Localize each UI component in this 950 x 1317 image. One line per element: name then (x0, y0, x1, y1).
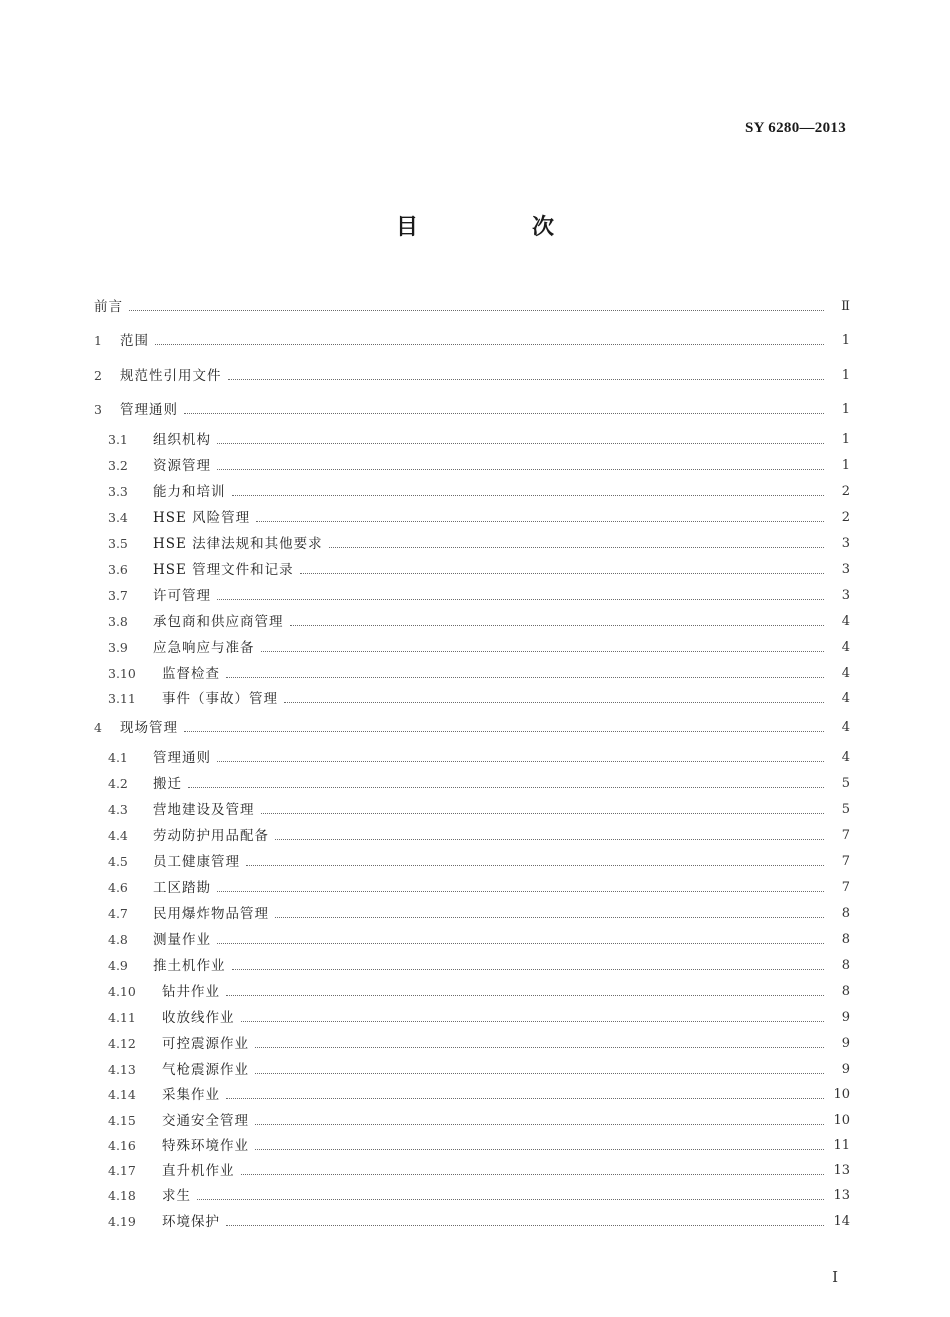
toc-entry-page: 8 (841, 958, 850, 973)
toc-entry-number: 4.6 (108, 880, 128, 895)
toc-entry-page: 2 (841, 510, 850, 525)
toc-entry (0, 456, 950, 476)
toc-entry (0, 689, 950, 709)
dot-leader (184, 731, 824, 732)
toc-entry-page: 9 (841, 1036, 850, 1051)
toc-entry-label: 许可管理 (153, 588, 211, 604)
toc-entry-page: 7 (841, 880, 850, 895)
toc-entry-number: 4.10 (108, 984, 136, 999)
toc-entry (0, 774, 950, 794)
dot-leader (256, 521, 824, 522)
toc-entry (0, 560, 950, 580)
toc-entry-label: 收放线作业 (162, 1010, 235, 1026)
toc-entry (0, 638, 950, 658)
toc-entry-page: 2 (841, 484, 850, 499)
toc-entry-label: 特殊环境作业 (162, 1138, 249, 1154)
toc-entry (0, 400, 950, 420)
toc-entry-page: 10 (833, 1113, 850, 1128)
toc-entry-number: 4.13 (108, 1062, 136, 1077)
toc-entry-label: 现场管理 (120, 720, 178, 736)
toc-entry-label: 可控震源作业 (162, 1036, 249, 1052)
toc-entry-number: 4.3 (108, 802, 128, 817)
toc-entry-page: 1 (841, 333, 850, 348)
dot-leader (226, 677, 824, 678)
toc-entry (0, 1034, 950, 1054)
toc-entry-label: 应急响应与准备 (153, 640, 255, 656)
toc-entry (0, 508, 950, 528)
toc-entry-number: 3.9 (108, 640, 128, 655)
toc-entry-page: 3 (841, 562, 850, 577)
toc-entry-page: Ⅱ (841, 299, 850, 314)
toc-entry-page: 9 (841, 1062, 850, 1077)
toc-entry (0, 366, 950, 386)
dot-leader (226, 995, 824, 996)
toc-entry-number: 4.19 (108, 1214, 136, 1229)
toc-entry-label: 工区踏勘 (153, 880, 211, 896)
toc-entry (0, 1111, 950, 1131)
toc-entry-label: 前言 (94, 299, 123, 315)
toc-entry-page: 3 (841, 536, 850, 551)
toc-entry-page: 1 (841, 402, 850, 417)
toc-entry-number: 4.4 (108, 828, 128, 843)
toc-entry-number: 4.11 (108, 1010, 136, 1025)
toc-entry (0, 1085, 950, 1105)
toc-entry-page: 4 (841, 750, 850, 765)
dot-leader (232, 969, 825, 970)
toc-entry (0, 664, 950, 684)
toc-entry-number: 4 (94, 720, 102, 735)
toc-entry-number: 4.9 (108, 958, 128, 973)
toc-entry (0, 534, 950, 554)
dot-leader (241, 1021, 825, 1022)
toc-entry-label: 气枪震源作业 (162, 1062, 249, 1078)
toc-entry (0, 612, 950, 632)
toc-entry-number: 4.18 (108, 1188, 136, 1203)
toc-entry-page: 5 (841, 802, 850, 817)
toc-entry (0, 748, 950, 768)
toc-entry-number: 3.10 (108, 666, 136, 681)
toc-entry (0, 878, 950, 898)
toc-entry-page: 1 (841, 432, 850, 447)
dot-leader (246, 865, 824, 866)
toc-entry-number: 3.1 (108, 432, 128, 447)
dot-leader (275, 839, 824, 840)
toc-entry-page: 13 (833, 1163, 850, 1178)
toc-entry-page: 10 (833, 1087, 850, 1102)
toc-entry-label: 推土机作业 (153, 958, 226, 974)
dot-leader (275, 917, 824, 918)
toc-entry-number: 4.15 (108, 1113, 136, 1128)
toc-entry-page: 13 (833, 1188, 850, 1203)
toc-entry-label: 资源管理 (153, 458, 211, 474)
toc-entry-label: 直升机作业 (162, 1163, 235, 1179)
toc-entry (0, 718, 950, 738)
dot-leader (329, 547, 824, 548)
toc-entry (0, 1161, 950, 1181)
toc-entry-label: 民用爆炸物品管理 (153, 906, 269, 922)
dot-leader (284, 702, 824, 703)
toc-entry-page: 14 (833, 1214, 850, 1229)
toc-entry-label: 监督检查 (162, 666, 220, 682)
toc-entry-number: 3.11 (108, 691, 136, 706)
toc-entry-page: 8 (841, 984, 850, 999)
toc-entry-page: 5 (841, 776, 850, 791)
toc-entry (0, 852, 950, 872)
toc-entry-label: 测量作业 (153, 932, 211, 948)
toc-entry (0, 1186, 950, 1206)
dot-leader (255, 1047, 824, 1048)
toc-entry-label: 组织机构 (153, 432, 211, 448)
toc-entry-page: 3 (841, 588, 850, 603)
toc-entry (0, 826, 950, 846)
dot-leader (261, 651, 825, 652)
toc-entry-page: 7 (841, 828, 850, 843)
toc-entry-number: 4.14 (108, 1087, 136, 1102)
toc-entry (0, 956, 950, 976)
toc-entry-label: 搬迁 (153, 776, 182, 792)
toc-entry-label: 员工健康管理 (153, 854, 240, 870)
dot-leader (290, 625, 825, 626)
toc-entry-number: 4.2 (108, 776, 128, 791)
toc-entry-number: 3.7 (108, 588, 128, 603)
dot-leader (217, 469, 824, 470)
toc-entry-page: 4 (841, 614, 850, 629)
dot-leader (129, 310, 824, 311)
toc-entry-page: 7 (841, 854, 850, 869)
toc-entry-number: 4.5 (108, 854, 128, 869)
toc-entry-number: 4.12 (108, 1036, 136, 1051)
toc-entry-number: 4.8 (108, 932, 128, 947)
toc-entry (0, 430, 950, 450)
dot-leader (217, 443, 824, 444)
toc-entry (0, 482, 950, 502)
dot-leader (188, 787, 824, 788)
toc-entry-number: 3.4 (108, 510, 128, 525)
dot-leader (217, 891, 824, 892)
toc-entry-label: 求生 (162, 1188, 191, 1204)
dot-leader (232, 495, 825, 496)
toc-entry-label: 管理通则 (153, 750, 211, 766)
dot-leader (226, 1098, 824, 1099)
toc-entry-page: 4 (841, 666, 850, 681)
dot-leader (217, 943, 824, 944)
toc-entry-page: 11 (833, 1138, 850, 1153)
toc-entry-page: 8 (841, 932, 850, 947)
toc-entry (0, 904, 950, 924)
standard-code: SY 6280—2013 (745, 120, 846, 136)
toc-entry-label: 交通安全管理 (162, 1113, 249, 1129)
toc-entry-label: 范围 (120, 333, 149, 349)
dot-leader (300, 573, 824, 574)
dot-leader (261, 813, 825, 814)
toc-entry-number: 4.16 (108, 1138, 136, 1153)
toc-entry-number: 4.17 (108, 1163, 136, 1178)
toc-entry-number: 4.1 (108, 750, 128, 765)
toc-entry-label: HSE 法律法规和其他要求 (153, 536, 323, 552)
toc-entry (0, 1136, 950, 1156)
dot-leader (255, 1124, 824, 1125)
toc-entry-label: 采集作业 (162, 1087, 220, 1103)
toc-entry-label: 钻井作业 (162, 984, 220, 1000)
toc-entry-label: 能力和培训 (153, 484, 226, 500)
toc-entry (0, 1060, 950, 1080)
toc-entry-number: 2 (94, 368, 102, 383)
toc-entry-label: HSE 风险管理 (153, 510, 251, 526)
toc-entry-page: 4 (841, 691, 850, 706)
page-number: I (832, 1268, 838, 1286)
dot-leader (197, 1199, 824, 1200)
toc-entry-label: 环境保护 (162, 1214, 220, 1230)
toc-entry-label: 劳动防护用品配备 (153, 828, 269, 844)
toc-entry-number: 3.3 (108, 484, 128, 499)
toc-entry-page: 4 (841, 720, 850, 735)
dot-leader (226, 1225, 824, 1226)
toc-entry-label: HSE 管理文件和记录 (153, 562, 294, 578)
toc-entry (0, 800, 950, 820)
dot-leader (255, 1073, 824, 1074)
toc-entry-label: 事件（事故）管理 (162, 691, 278, 707)
toc-entry-page: 8 (841, 906, 850, 921)
toc-entry-number: 3.8 (108, 614, 128, 629)
toc-entry-label: 管理通则 (120, 402, 178, 418)
dot-leader (217, 761, 824, 762)
toc-entry-label: 规范性引用文件 (120, 368, 222, 384)
toc-entry-page: 1 (841, 368, 850, 383)
toc-entry-number: 4.7 (108, 906, 128, 921)
toc-entry (0, 1008, 950, 1028)
toc-entry-page: 4 (841, 640, 850, 655)
toc-entry (0, 331, 950, 351)
toc-entry (0, 930, 950, 950)
dot-leader (184, 413, 824, 414)
toc-entry-number: 1 (94, 333, 102, 348)
toc-entry (0, 586, 950, 606)
toc-entry-page: 9 (841, 1010, 850, 1025)
page-title: 目 次 (395, 215, 600, 240)
toc-entry-label: 营地建设及管理 (153, 802, 255, 818)
dot-leader (255, 1149, 824, 1150)
toc-entry-number: 3 (94, 402, 102, 417)
toc-entry (0, 982, 950, 1002)
dot-leader (228, 379, 825, 380)
toc-entry (0, 1212, 950, 1232)
toc-entry-number: 3.2 (108, 458, 128, 473)
toc-entry-label: 承包商和供应商管理 (153, 614, 284, 630)
dot-leader (241, 1174, 825, 1175)
dot-leader (217, 599, 824, 600)
dot-leader (155, 344, 824, 345)
toc-entry (0, 297, 950, 317)
toc-entry-page: 1 (841, 458, 850, 473)
toc-entry-number: 3.6 (108, 562, 128, 577)
toc-entry-number: 3.5 (108, 536, 128, 551)
